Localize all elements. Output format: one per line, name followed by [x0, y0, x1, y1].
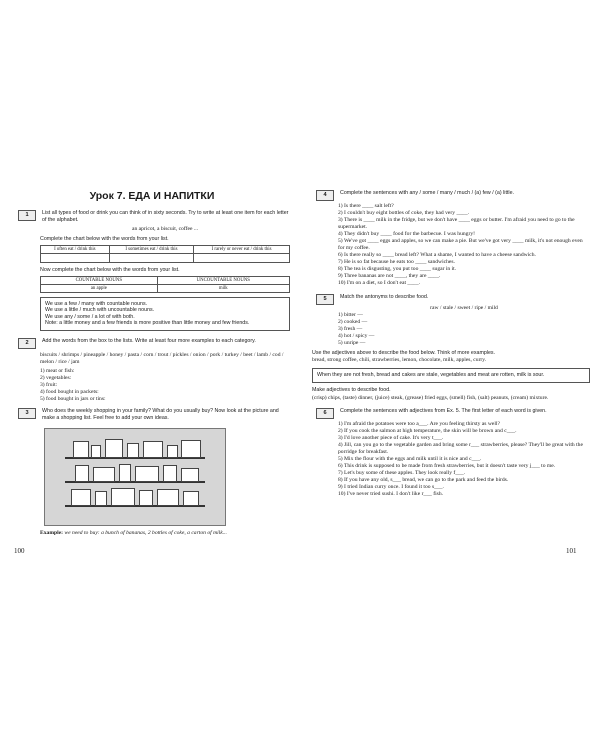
exercise-instruction: List all types of food or drink you can think of in sixty seconds. Try to write at least one item for each letter of the alphabet.	[42, 210, 289, 223]
list-item: 6) Is there really so ____ bread left? What a shame, I wanted to have a cheese sandwich.	[338, 252, 536, 258]
chart-instruction: Complete the chart below with the words from your list.	[40, 236, 169, 243]
exercise-5	[312, 294, 590, 305]
freq-header: I rarely or never eat / drink this	[194, 245, 290, 253]
list-item: 4) Jill, can you go to the vegetable garden and bring some r___ strawberries, please? They'll be great with the porridge for breakfast.	[338, 442, 583, 456]
exercise-3	[14, 408, 290, 421]
list-item: 10) I've never tried sushi. I don't like r___ fish.	[338, 491, 444, 498]
exercise-number: 1	[18, 210, 36, 221]
list-item: 3) fresh —	[338, 326, 363, 333]
exercise-number: 4	[316, 190, 334, 201]
exercise-4-list	[338, 203, 590, 287]
exercise-number: 2	[18, 338, 36, 349]
word-box: biscuits / shrimps / pineapple / honey / pasta / corn / trout / pickles / onion / pork / turkey / beet / lamb / cod / melon / rice / jam	[40, 351, 284, 366]
list-item: 8) If you have any old, s___ bread, we can go to the park and feed the birds.	[338, 477, 509, 484]
freq-header: I often eat / drink this	[41, 245, 110, 253]
freq-cell	[194, 253, 290, 262]
rule-line: We use a little / much with uncountable nouns.	[45, 307, 155, 314]
list-item: 3) There is ____ milk in the fridge, but we don't have ____ eggs or butter. I'm afraid you need to go to the supermarket.	[338, 217, 575, 230]
list-item: 8) The tea is disgusting, you put too ____ sugar in it.	[338, 266, 457, 272]
example-label: Example:	[40, 529, 63, 536]
list-item: 5) We've got ____ eggs and apples, so we can make a pie. But we've got very ____ milk, it's not enough even for my coffee.	[338, 238, 583, 251]
list-item: 10) I'm on a diet, so I don't eat ____.	[338, 280, 421, 286]
list-item: 3) I'd love another piece of cake. It's very t___.	[338, 435, 444, 442]
rule-line: Note: a little money and a few friends is more positive than little money and few friends.	[45, 320, 250, 327]
noun-header: UNCOUNTABLE NOUNS	[157, 276, 289, 284]
example-line: an apricot, a biscuit, coffee ...	[131, 226, 199, 233]
noun-instruction: Now complete the chart below with the words from your list.	[40, 266, 180, 273]
rule-line: We use any / some / a lot of with both.	[45, 313, 135, 320]
exercise-instruction: Match the antonyms to describe food.	[340, 294, 429, 300]
antonym-list	[338, 312, 590, 347]
exercise-instruction: Who does the weekly shopping in your family? What do you usually buy? Now look at the picture and make a shopping list. Feel free to add your own ideas.	[42, 408, 279, 421]
list-item: 2) If you cook the salmon at high temperature, the skin will be brown and c___.	[338, 428, 517, 435]
word-box: raw / stale / sweet / ripe / mild	[430, 305, 498, 311]
exercise-1	[14, 210, 290, 223]
grammar-rule-box	[40, 297, 290, 331]
freq-cell	[109, 253, 193, 262]
lesson-title: Урок 7. ЕДА И НАПИТКИ	[89, 190, 215, 202]
noun-chart	[40, 276, 290, 293]
exercise-4	[312, 190, 590, 201]
list-item: 5) Mix the flour with the eggs and milk until it is nice and c___.	[338, 456, 482, 463]
make-instruction: Make adjectives to describe food.	[312, 386, 391, 393]
list-item: 9) Three bananas are not ____, they are ____.	[338, 273, 441, 279]
list-item: 7) Let's buy some of these apples. They look really f___.	[338, 470, 466, 477]
noun-cell: milk	[157, 284, 289, 292]
exercise-number: 5	[316, 294, 334, 305]
list-item: 2) vegetables:	[40, 375, 72, 382]
exercise-instruction: Add the words from the box to the lists. Write at least four more examples to each category.	[42, 337, 256, 344]
list-item: 3) fruit:	[40, 382, 58, 389]
exercise-number: 6	[316, 408, 334, 419]
exercise-instruction: Complete the sentences with adjectives from Ex. 5. The first letter of each word is given.	[340, 408, 547, 415]
list-item: 7) He is so fat because he eats too ____ sandwiches.	[338, 259, 455, 265]
list-item: 2) cooked —	[338, 319, 368, 326]
list-item: 1) meat or fish:	[40, 368, 75, 375]
example-sentence	[40, 530, 290, 537]
freq-header: I sometimes eat / drink this	[109, 245, 193, 253]
list-item: 5) unripe —	[338, 340, 366, 347]
list-item: 1) bitter —	[338, 312, 363, 319]
page-number-right: 101	[566, 547, 577, 555]
make-words: (crisp) chips, (taste) dinner, (juice) steak, (grease) fried eggs, (smell) fish, (salt) peanuts, (cream) mixture.	[312, 395, 549, 402]
exercise-2	[14, 338, 290, 349]
list-item: 4) food bought in packets:	[40, 389, 99, 396]
exercise-6-list	[338, 421, 590, 498]
left-page	[14, 190, 290, 537]
list-item: 2) I couldn't buy eight bottles of coke, they had very ____.	[338, 210, 470, 216]
list-item: 1) I'm afraid the potatoes were too a___. Are you feeling thirsty as well?	[338, 421, 500, 428]
describe-words: bread, strong coffee, chili, strawberries, lemon, chocolate, milk, apples, curry.	[312, 356, 487, 363]
list-item: 1) Is there ____ salt left?	[338, 203, 394, 209]
rule-line: We use a few / many with countable nouns.	[45, 300, 148, 307]
list-item: 4) hot / spicy —	[338, 333, 375, 340]
category-list	[40, 368, 290, 403]
list-item: 5) food bought in jars or tins:	[40, 396, 106, 403]
supermarket-shelves-illustration	[44, 428, 226, 526]
page-number-left: 100	[14, 547, 25, 555]
exercise-instruction: Complete the sentences with any / some / many / much / (a) few / (a) little.	[340, 190, 514, 196]
frequency-chart	[40, 245, 290, 263]
noun-header: COUNTABLE NOUNS	[41, 276, 158, 284]
describe-instruction: Use the adjectives above to describe the food below. Think of more examples.	[312, 350, 496, 357]
freq-cell	[41, 253, 110, 262]
list-item: 4) They didn't buy ____ food for the barbecue. I was hungry!	[338, 231, 475, 237]
example-text: we need to buy: a bunch of bananas, 2 bottles of coke, a carton of milk...	[64, 529, 227, 536]
rule-box: When they are not fresh, bread and cakes are stale, vegetables and meat are rotten, milk is sour.	[312, 368, 590, 383]
exercise-6	[312, 408, 590, 419]
right-page	[312, 190, 590, 498]
exercise-number: 3	[18, 408, 36, 419]
list-item: 6) This drink is supposed to be made from fresh strawberries, but it doesn't taste very j___ to me.	[338, 463, 556, 470]
noun-cell: an apple	[41, 284, 158, 292]
list-item: 9) I tried Indian curry once. I found it too s___.	[338, 484, 444, 491]
